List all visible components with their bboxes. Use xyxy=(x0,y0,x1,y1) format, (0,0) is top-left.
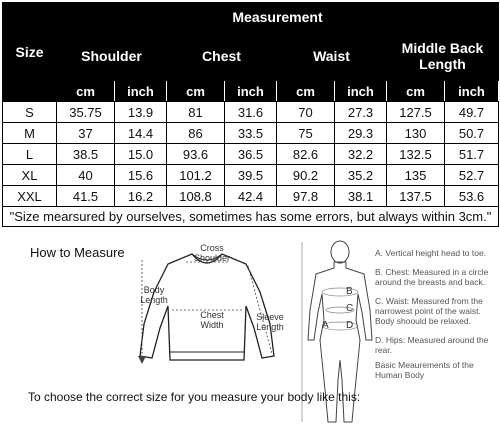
unit-header: cm xyxy=(57,81,115,102)
measurement-cell: 40 xyxy=(57,165,115,186)
unit-header: cm xyxy=(167,81,225,102)
measurement-cell: 127.5 xyxy=(387,102,445,123)
size-note: "Size mearsured by ourselves, sometimes has some errors, but always within 3cm." xyxy=(3,207,499,227)
size-cell: L xyxy=(3,144,57,165)
size-chart-table xyxy=(2,2,499,227)
measurement-cell: 130 xyxy=(387,123,445,144)
unit-header: inch xyxy=(335,81,387,102)
size-cell: XL xyxy=(3,165,57,186)
measurement-cell: 90.2 xyxy=(277,165,335,186)
chest-width-label: Chest Width xyxy=(200,310,224,330)
measurement-cell: 93.6 xyxy=(167,144,225,165)
unit-header: cm xyxy=(277,81,335,102)
legend-item-d: D. Hips: Measured around the rear. xyxy=(375,335,489,355)
cross-shoulder-label: Cross Shoulder xyxy=(193,243,231,263)
size-row xyxy=(3,165,499,186)
measurement-cell: 37 xyxy=(57,123,115,144)
unit-header: inch xyxy=(445,81,499,102)
unit-header: inch xyxy=(225,81,277,102)
measurement-cell: 42.4 xyxy=(225,186,277,207)
size-cell: S xyxy=(3,102,57,123)
measurement-cell: 135 xyxy=(387,165,445,186)
measurement-cell: 31.6 xyxy=(225,102,277,123)
measurement-cell: 52.7 xyxy=(445,165,499,186)
point-a-label: A xyxy=(322,320,329,331)
measurement-cell: 35.75 xyxy=(57,102,115,123)
instruction-text: To choose the correct size for you measure your body like this: xyxy=(28,390,361,404)
measurement-cell: 16.2 xyxy=(115,186,167,207)
size-row xyxy=(3,144,499,165)
size-row xyxy=(3,123,499,144)
measurement-cell: 49.7 xyxy=(445,102,499,123)
measurement-cell: 15.0 xyxy=(115,144,167,165)
unit-header: inch xyxy=(115,81,167,102)
measurement-cell: 15.6 xyxy=(115,165,167,186)
size-row xyxy=(3,102,499,123)
size-row xyxy=(3,186,499,207)
shoulder-header: Shoulder xyxy=(57,32,167,81)
measurement-cell: 38.5 xyxy=(57,144,115,165)
middle-back-length-header: Middle Back Length xyxy=(387,32,499,81)
point-b-label: B xyxy=(346,286,353,297)
how-to-measure-title: How to Measure xyxy=(30,245,125,260)
measurement-cell: 39.5 xyxy=(225,165,277,186)
measurement-cell: 82.6 xyxy=(277,144,335,165)
measurement-cell: 36.5 xyxy=(225,144,277,165)
body-head xyxy=(331,241,349,263)
point-c-label: C xyxy=(346,303,354,314)
measurement-cell: 108.8 xyxy=(167,186,225,207)
body-length-label: Body Length xyxy=(140,285,168,305)
measurement-header: Measurement xyxy=(57,3,499,32)
sleeve-length-arrow xyxy=(248,266,272,354)
measurement-cell: 97.8 xyxy=(277,186,335,207)
size-cell: XXL xyxy=(3,186,57,207)
measurement-cell: 50.7 xyxy=(445,123,499,144)
measurement-cell: 51.7 xyxy=(445,144,499,165)
unit-header: cm xyxy=(387,81,445,102)
chest-header: Chest xyxy=(167,32,277,81)
size-cell: M xyxy=(3,123,57,144)
measurement-cell: 81 xyxy=(167,102,225,123)
measurement-cell: 35.2 xyxy=(335,165,387,186)
measurement-cell: 101.2 xyxy=(167,165,225,186)
measurement-cell: 13.9 xyxy=(115,102,167,123)
measurement-cell: 70 xyxy=(277,102,335,123)
legend-caption: Basic Meaurements of the Human Body xyxy=(375,360,474,380)
measurement-cell: 41.5 xyxy=(57,186,115,207)
measurement-cell: 29.3 xyxy=(335,123,387,144)
measurement-cell: 53.6 xyxy=(445,186,499,207)
measurement-cell: 14.4 xyxy=(115,123,167,144)
measurement-cell: 33.5 xyxy=(225,123,277,144)
measurement-cell: 32.2 xyxy=(335,144,387,165)
measurement-cell: 132.5 xyxy=(387,144,445,165)
body-length-arrow xyxy=(136,260,148,370)
sleeve-length-label: Sleeve Length xyxy=(256,312,284,332)
size-column-header: Size xyxy=(3,3,57,102)
measurement-cell: 86 xyxy=(167,123,225,144)
legend-item-b: B. Chest: Measured in a circle around the breasts and back. xyxy=(375,267,489,287)
point-d-label: D xyxy=(346,320,354,331)
legend-item-c: C. Waist: Measured from the narrowest point of the waist. Body shoould be relaxed. xyxy=(375,296,483,326)
measurement-cell: 38.1 xyxy=(335,186,387,207)
measurement-cell: 27.3 xyxy=(335,102,387,123)
legend-item-a: A. Vertical height head to toe. xyxy=(375,248,487,258)
garment-outline xyxy=(140,254,274,360)
measurement-cell: 75 xyxy=(277,123,335,144)
measurement-legend xyxy=(375,248,495,380)
measurement-cell: 137.5 xyxy=(387,186,445,207)
waist-header: Waist xyxy=(277,32,387,81)
